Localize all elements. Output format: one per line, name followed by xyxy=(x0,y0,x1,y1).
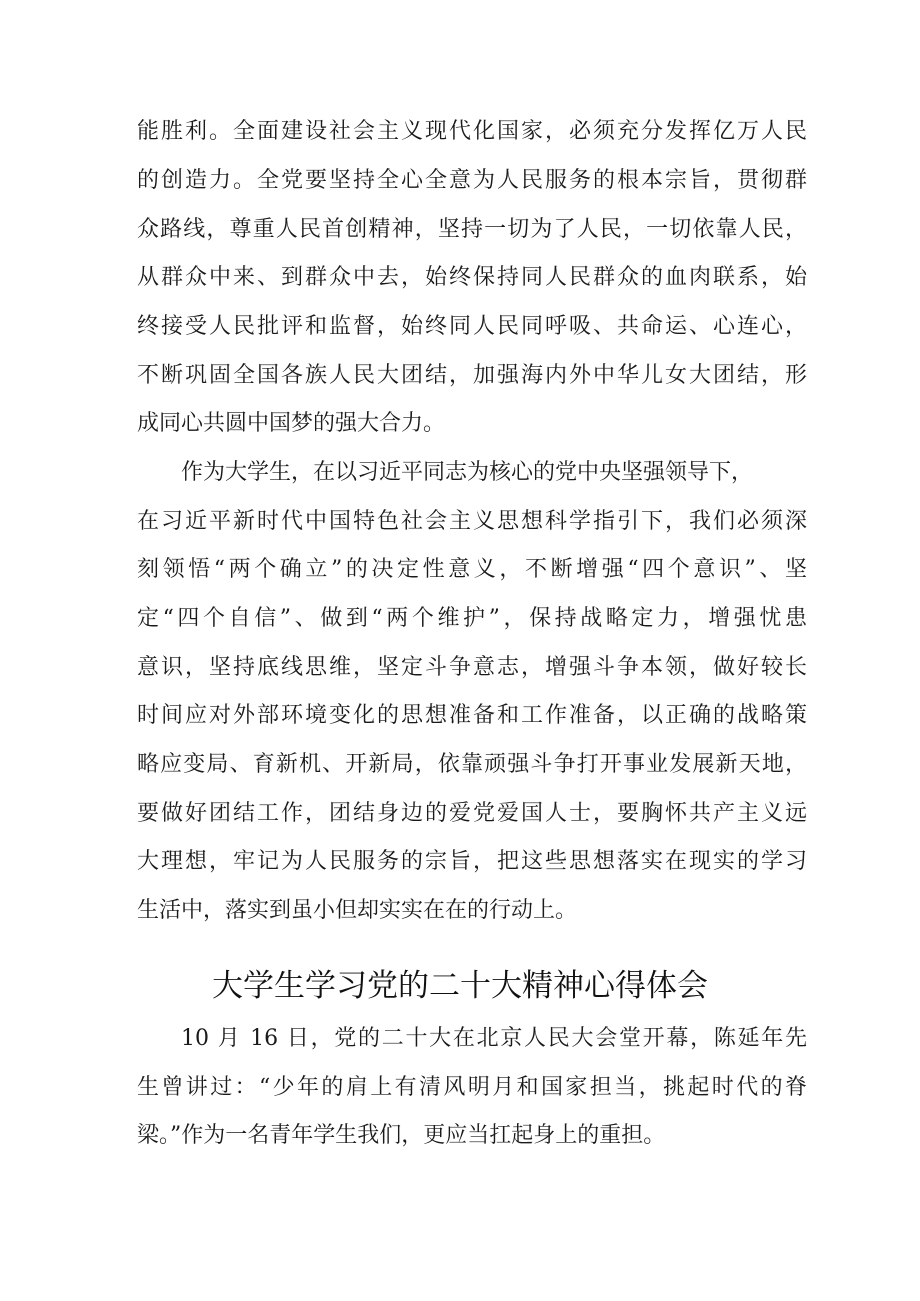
paragraph-2-line-1: 作为大学生，在以习近平同志为核心的党中央坚强领导下， xyxy=(181,460,754,485)
paragraph-1-line-6: 不断巩固全国各族人民大团结，加强海内外中华儿女大团结，形 xyxy=(137,363,807,388)
paragraph-2-line-8: 要做好团结工作，团结身边的爱党爱国人士，要胸怀共产主义远 xyxy=(137,801,807,826)
paragraph-2-line-4: 定“四个自信”、做到“两个维护”，保持战略定力，增强忧患 xyxy=(137,606,807,631)
paragraph-2-line-7: 略应变局、育新机、开新局，依靠顽强斗争打开事业发展新天地， xyxy=(137,752,807,777)
paragraph-2-line-2: 在习近平新时代中国特色社会主义思想科学指引下，我们必须深 xyxy=(137,509,807,534)
paragraph-2-line-5: 意识，坚持底线思维，坚定斗争意志，增强斗争本领，做好较长 xyxy=(137,655,807,680)
paragraph-2-line-10: 生活中，落实到虽小但却实实在在的行动上。 xyxy=(137,898,578,923)
paragraph-1-line-7: 成同心共圆中国梦的强大合力。 xyxy=(137,411,446,436)
paragraph-1-line-1: 能胜利。全面建设社会主义现代化国家，必须充分发挥亿万人民 xyxy=(137,119,807,144)
paragraph-2-line-3: 刻领悟“两个确立”的决定性意义，不断增强“四个意识”、坚 xyxy=(137,557,807,582)
paragraph-2-line-9: 大理想，牢记为人民服务的宗旨，把这些思想落实在现实的学习 xyxy=(137,849,807,874)
paragraph-1-line-4: 从群众中来、到群众中去，始终保持同人民群众的血肉联系，始 xyxy=(137,265,807,290)
paragraph-3-line-2: 生曾讲过：“少年的肩上有清风明月和国家担当，挑起时代的脊 xyxy=(137,1075,807,1100)
section-title: 大学生学习党的二十大精神心得体会 xyxy=(212,968,708,1004)
paragraph-3-line-1: 10 月 16 日，党的二十大在北京人民大会堂开幕，陈延年先 xyxy=(181,1026,807,1051)
paragraph-1-line-3: 众路线，尊重人民首创精神，坚持一切为了人民，一切依靠人民， xyxy=(137,217,807,242)
paragraph-2-line-6: 时间应对外部环境变化的思想准备和工作准备，以正确的战略策 xyxy=(137,703,807,728)
paragraph-3-line-3: 梁。”作为一名青年学生我们，更应当扛起身上的重担。 xyxy=(137,1123,666,1148)
paragraph-1-line-5: 终接受人民批评和监督，始终同人民同呼吸、共命运、心连心， xyxy=(137,314,807,339)
paragraph-1-line-2: 的创造力。全党要坚持全心全意为人民服务的根本宗旨，贯彻群 xyxy=(137,168,807,193)
